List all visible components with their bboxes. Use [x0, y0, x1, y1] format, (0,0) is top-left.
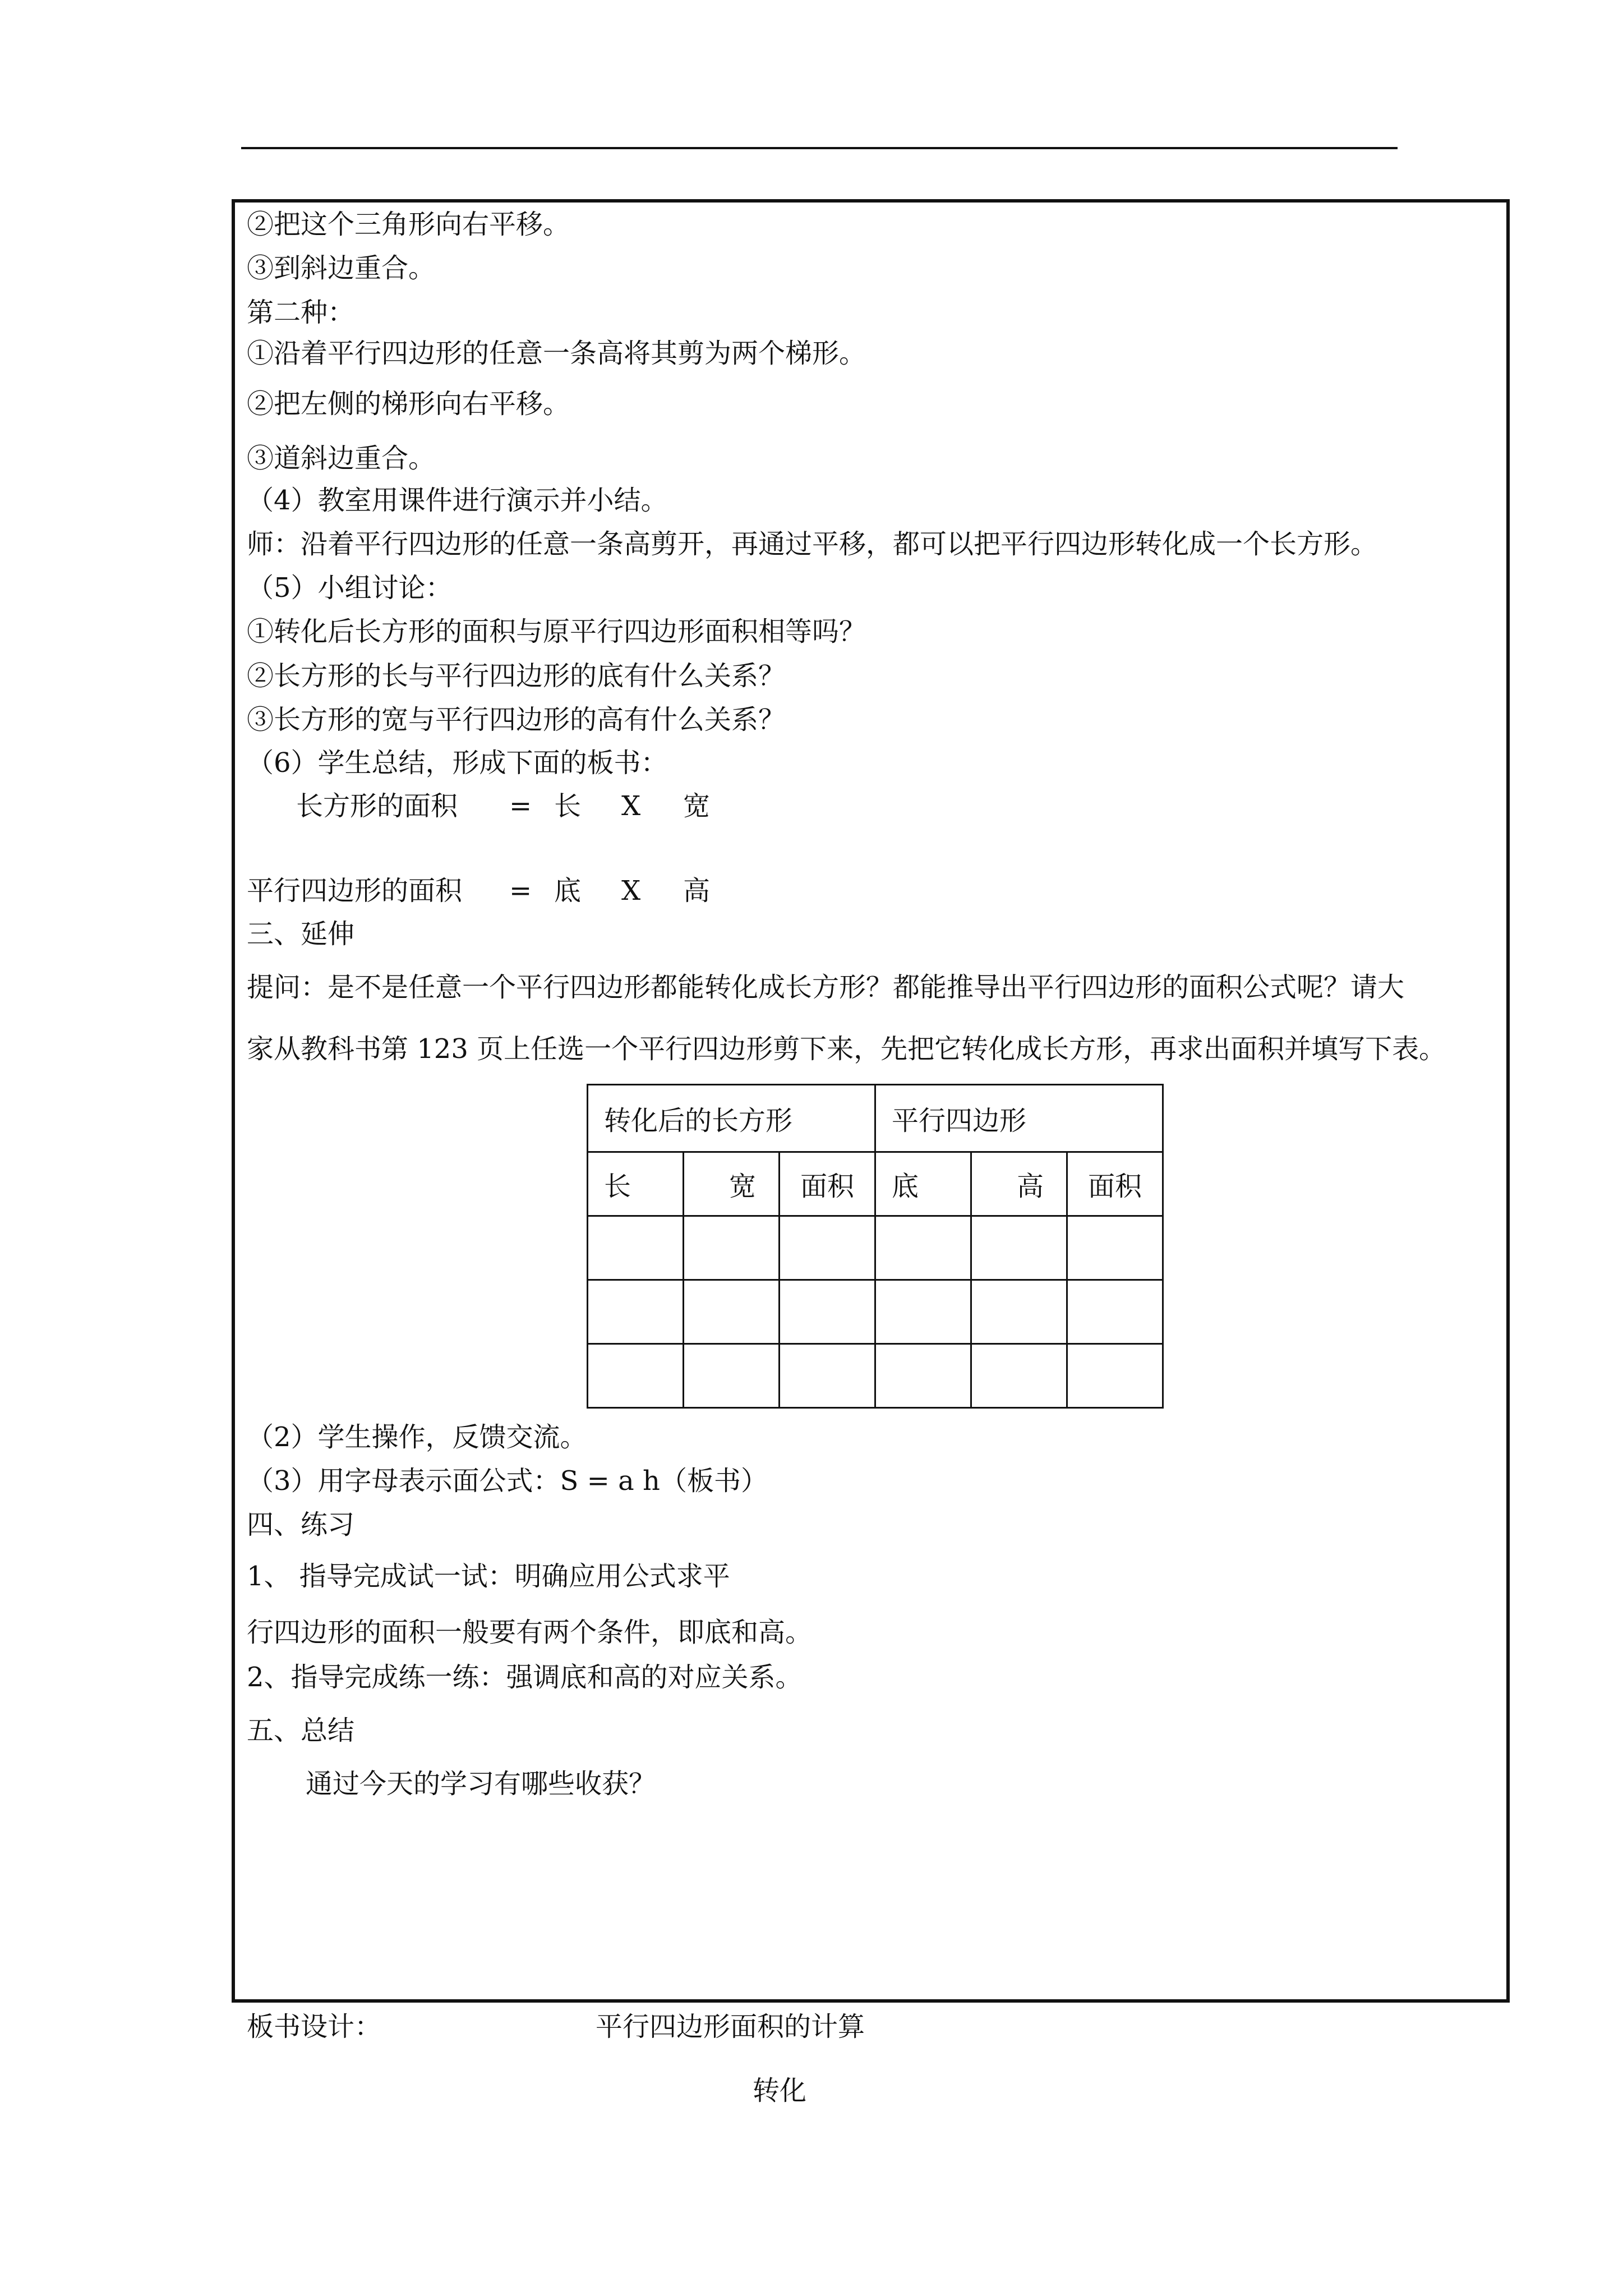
text-line: （5）小组讨论： [247, 572, 453, 604]
table-cell [684, 1280, 780, 1344]
table-cell [971, 1344, 1067, 1408]
table-row [588, 1280, 1163, 1344]
table-row [588, 1344, 1163, 1408]
table-cell [971, 1216, 1067, 1280]
text-line: 通过今天的学习有哪些收获？ [306, 1768, 656, 1800]
table-group-header: 平行四边形 [875, 1085, 1163, 1152]
table-cell [1067, 1344, 1163, 1408]
text-line: ③长方形的宽与平行四边形的高有什么关系？ [247, 704, 786, 735]
table-column-header: 面积 [780, 1152, 875, 1216]
table-row [588, 1216, 1163, 1280]
text-line: （3）用字母表示面公式：S = a h（板书） [247, 1465, 768, 1497]
formula-equals: = [509, 875, 532, 907]
table-cell [780, 1344, 875, 1408]
formula-term: 平行四边形的面积 [247, 875, 463, 907]
table-cell [1067, 1280, 1163, 1344]
text-line: 提问：是不是任意一个平行四边形都能转化成长方形？都能推导出平行四边形的面积公式呢？请大 [247, 972, 1405, 1003]
table-cell [588, 1280, 684, 1344]
table-column-header: 长 [588, 1152, 684, 1216]
text-line: 师：沿着平行四边形的任意一条高剪开，再通过平移，都可以把平行四边形转化成一个长方形。 [247, 528, 1378, 560]
text-line: （4）教室用课件进行演示并小结。 [247, 485, 668, 516]
table-cell [875, 1216, 971, 1280]
text-line: ③到斜边重合。 [247, 252, 436, 284]
text-line: 2、指导完成练一练：强调底和高的对应关系。 [247, 1662, 803, 1693]
text-line: 1、 指导完成试一试：明确应用公式求平 [247, 1561, 730, 1592]
text-line: ③道斜边重合。 [247, 443, 436, 474]
text-line: ②长方形的长与平行四边形的底有什么关系？ [247, 660, 786, 692]
formula-term: 长方形的面积 [296, 790, 458, 822]
table-cell [588, 1344, 684, 1408]
formula-factor: 底 [554, 875, 582, 907]
table-cell [875, 1280, 971, 1344]
text-line: （6）学生总结，形成下面的板书： [247, 747, 668, 779]
section-title: 五、总结 [247, 1715, 355, 1746]
board-subtitle: 转化 [753, 2075, 807, 2106]
board-label: 板书设计： [247, 2011, 382, 2042]
text-line: ①转化后长方形的面积与原平行四边形面积相等吗？ [247, 616, 866, 647]
table-cell [684, 1344, 780, 1408]
table-cell [1067, 1216, 1163, 1280]
formula-rectangle [296, 789, 710, 823]
table-group-header: 转化后的长方形 [588, 1085, 875, 1152]
section-title: 三、延伸 [247, 918, 355, 950]
table-cell [780, 1280, 875, 1344]
header-rule [241, 147, 1398, 149]
formula-equals: = [509, 790, 532, 822]
text-line: ①沿着平行四边形的任意一条高将其剪为两个梯形。 [247, 338, 866, 369]
text-line: 家从教科书第 123 页上任选一个平行四边形剪下来，先把它转化成长方形，再求出面积并填写下表。 [247, 1033, 1446, 1065]
text-line: ②把左侧的梯形向右平移。 [247, 388, 570, 420]
formula-factor: 高 [683, 875, 711, 907]
table-cell [875, 1344, 971, 1408]
section-title: 四、练习 [247, 1509, 355, 1540]
table-column-header: 底 [875, 1152, 971, 1216]
text-line: 第二种： [247, 297, 355, 328]
text-line: 行四边形的面积一般要有两个条件，即底和高。 [247, 1617, 813, 1648]
formula-parallelogram [247, 874, 710, 908]
table-cell [780, 1216, 875, 1280]
table-column-header: 宽 [684, 1152, 780, 1216]
fill-in-table [587, 1084, 1164, 1409]
text-line: ②把这个三角形向右平移。 [247, 209, 570, 240]
formula-times: X [621, 875, 641, 907]
table-cell [684, 1216, 780, 1280]
table-cell [971, 1280, 1067, 1344]
formula-times: X [621, 790, 641, 822]
formula-factor: 宽 [683, 790, 711, 822]
board-title: 平行四边形面积的计算 [596, 2011, 865, 2042]
table-column-header: 面积 [1067, 1152, 1163, 1216]
text-line: （2）学生操作，反馈交流。 [247, 1421, 587, 1453]
table-column-header: 高 [971, 1152, 1067, 1216]
table-cell [588, 1216, 684, 1280]
formula-factor: 长 [554, 790, 582, 822]
